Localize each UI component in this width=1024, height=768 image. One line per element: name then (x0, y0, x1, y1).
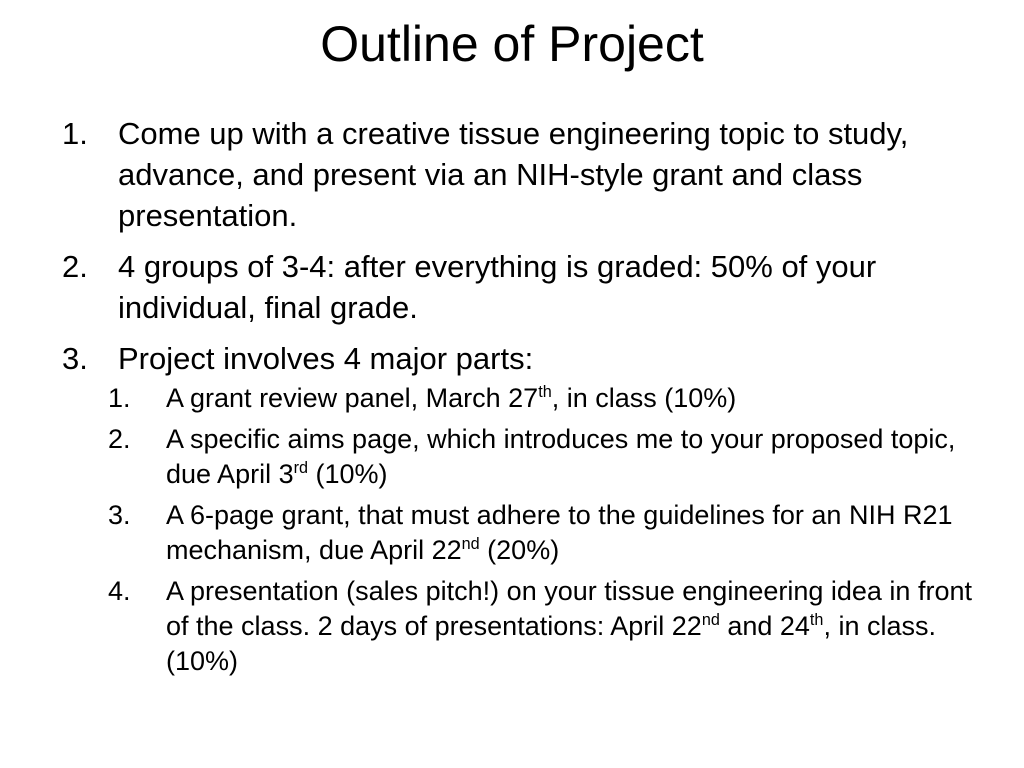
sub-item-specific-aims (108, 422, 982, 492)
list-item-2 (62, 246, 982, 328)
list-number: 1. (62, 116, 88, 151)
ordinal-suffix: nd (701, 611, 720, 629)
sub-item-text-cont: (10%) (308, 459, 388, 489)
sub-item-grant (108, 498, 982, 568)
ordinal-suffix: th (538, 383, 552, 401)
list-item-text: Come up with a creative tissue engineering topic to study, advance, and present via an NIH-style grant and class presentation. (118, 116, 909, 233)
sub-item-grant-review-panel (108, 381, 982, 416)
list-item-text: Project involves 4 major parts: (118, 341, 534, 376)
sub-list-number: 4. (108, 576, 131, 606)
ordinal-suffix: th (809, 611, 824, 629)
sub-item-text-cont: (20%) (479, 535, 560, 565)
slide-title: Outline of Project (320, 16, 704, 72)
ordinal-suffix: nd (461, 535, 480, 553)
sub-item-text-end: , in class. (10%) (166, 611, 936, 676)
sub-list-number: 3. (108, 500, 131, 530)
list-item-3 (62, 338, 982, 679)
sub-item-text: A presentation (sales pitch!) on your tissue engineering idea in front of the class. 2 days of presentations: April 22 (166, 576, 972, 641)
sub-list-number: 1. (108, 383, 131, 413)
list-item-text: 4 groups of 3-4: after everything is graded: 50% of your individual, final grade. (118, 249, 877, 325)
sub-item-text: A specific aims page, which introduces me to your proposed topic, due April 3 (166, 424, 956, 489)
sub-item-text-cont: and 24 (719, 611, 810, 641)
project-outline-list (62, 113, 982, 689)
sub-list-number: 2. (108, 424, 131, 454)
list-number: 2. (62, 249, 88, 284)
sub-item-text: A grant review panel, March 27 (166, 383, 539, 413)
sub-item-presentation (108, 574, 982, 679)
list-number: 3. (62, 341, 88, 376)
sub-item-text-cont: , in class (10%) (551, 383, 737, 413)
list-item-1 (62, 113, 982, 236)
sub-item-text: A 6-page grant, that must adhere to the guidelines for an NIH R21 mechanism, due April 22 (166, 500, 953, 565)
project-parts-list (108, 381, 982, 679)
ordinal-suffix: rd (293, 459, 308, 477)
